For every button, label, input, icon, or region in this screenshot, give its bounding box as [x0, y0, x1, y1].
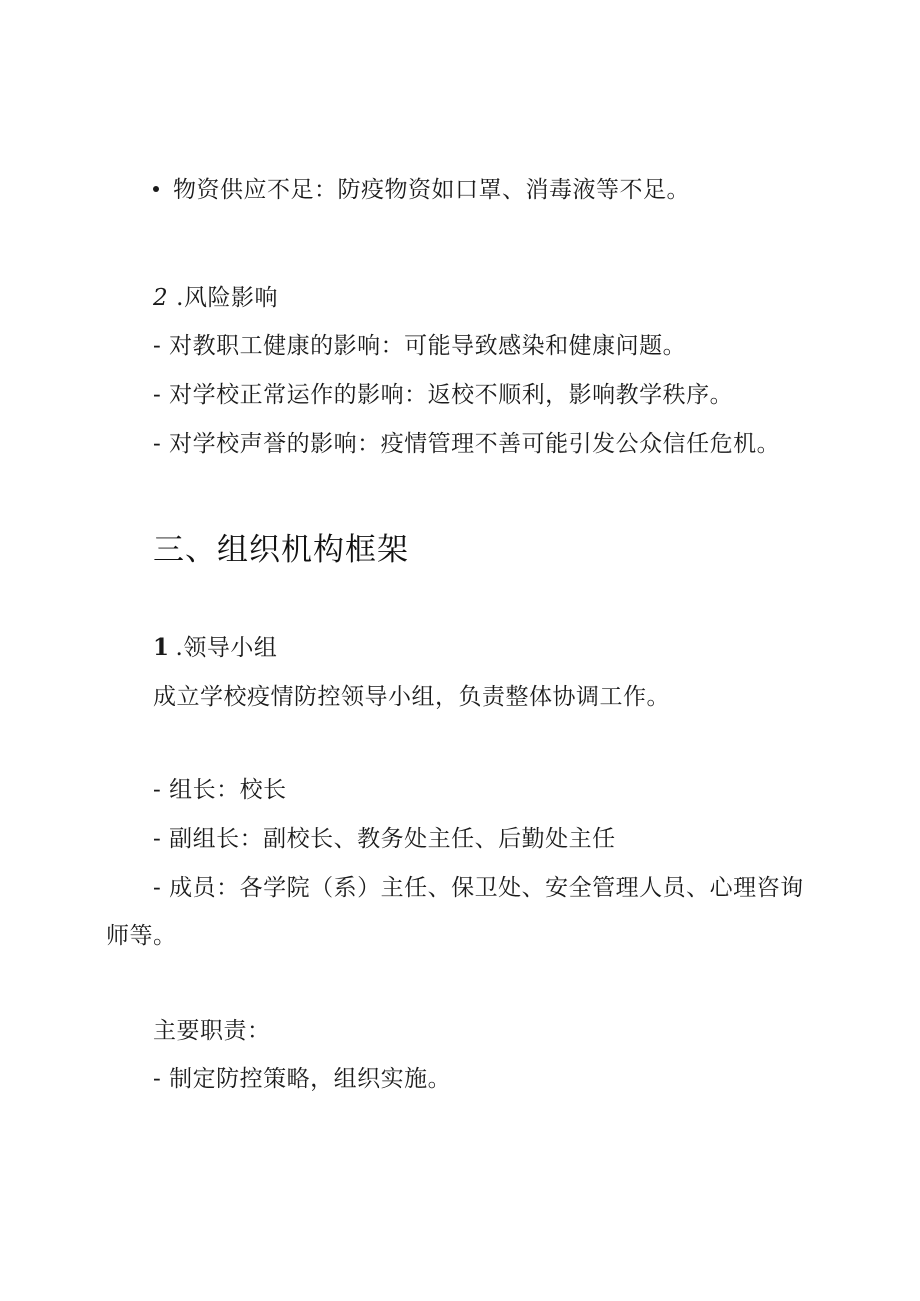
section-heading: 三、组织机构框架: [153, 532, 409, 568]
risk-item: - 对学校正常运作的影响：返校不顺利，影响教学秩序。: [153, 382, 734, 408]
duty-item: - 制定防控策略，组织实施。: [153, 1066, 452, 1092]
risk-item: - 对学校声誉的影响：疫情管理不善可能引发公众信任危机。: [153, 431, 781, 457]
bullet-text: 物资供应不足：防疫物资如口罩、消毒液等不足。: [173, 177, 690, 203]
subsection-label: .风险影响: [176, 285, 278, 311]
subsection-number: 1: [153, 634, 170, 661]
leadership-intro: 成立学校疫情防控领导小组，负责整体协调工作。: [153, 684, 670, 710]
bullet-list-item: [153, 175, 690, 205]
member-item: - 副组长：副校长、教务处主任、后勤处主任: [153, 826, 616, 852]
subsection-title-risk: [153, 283, 278, 313]
duties-label: 主要职责：: [153, 1018, 271, 1044]
member-item: - 组长：校长: [153, 777, 287, 803]
member-item-continuation: 师等。: [106, 923, 177, 949]
subsection-label: .领导小组: [175, 635, 278, 661]
risk-item: - 对教职工健康的影响：可能导致感染和健康问题。: [153, 333, 687, 359]
bullet-dot-icon: [153, 186, 159, 192]
subsection-number: 2: [153, 285, 169, 311]
member-item: - 成员：各学院（系）主任、保卫处、安全管理人员、心理咨询: [153, 875, 804, 901]
subsection-title-leadership: [153, 633, 277, 663]
